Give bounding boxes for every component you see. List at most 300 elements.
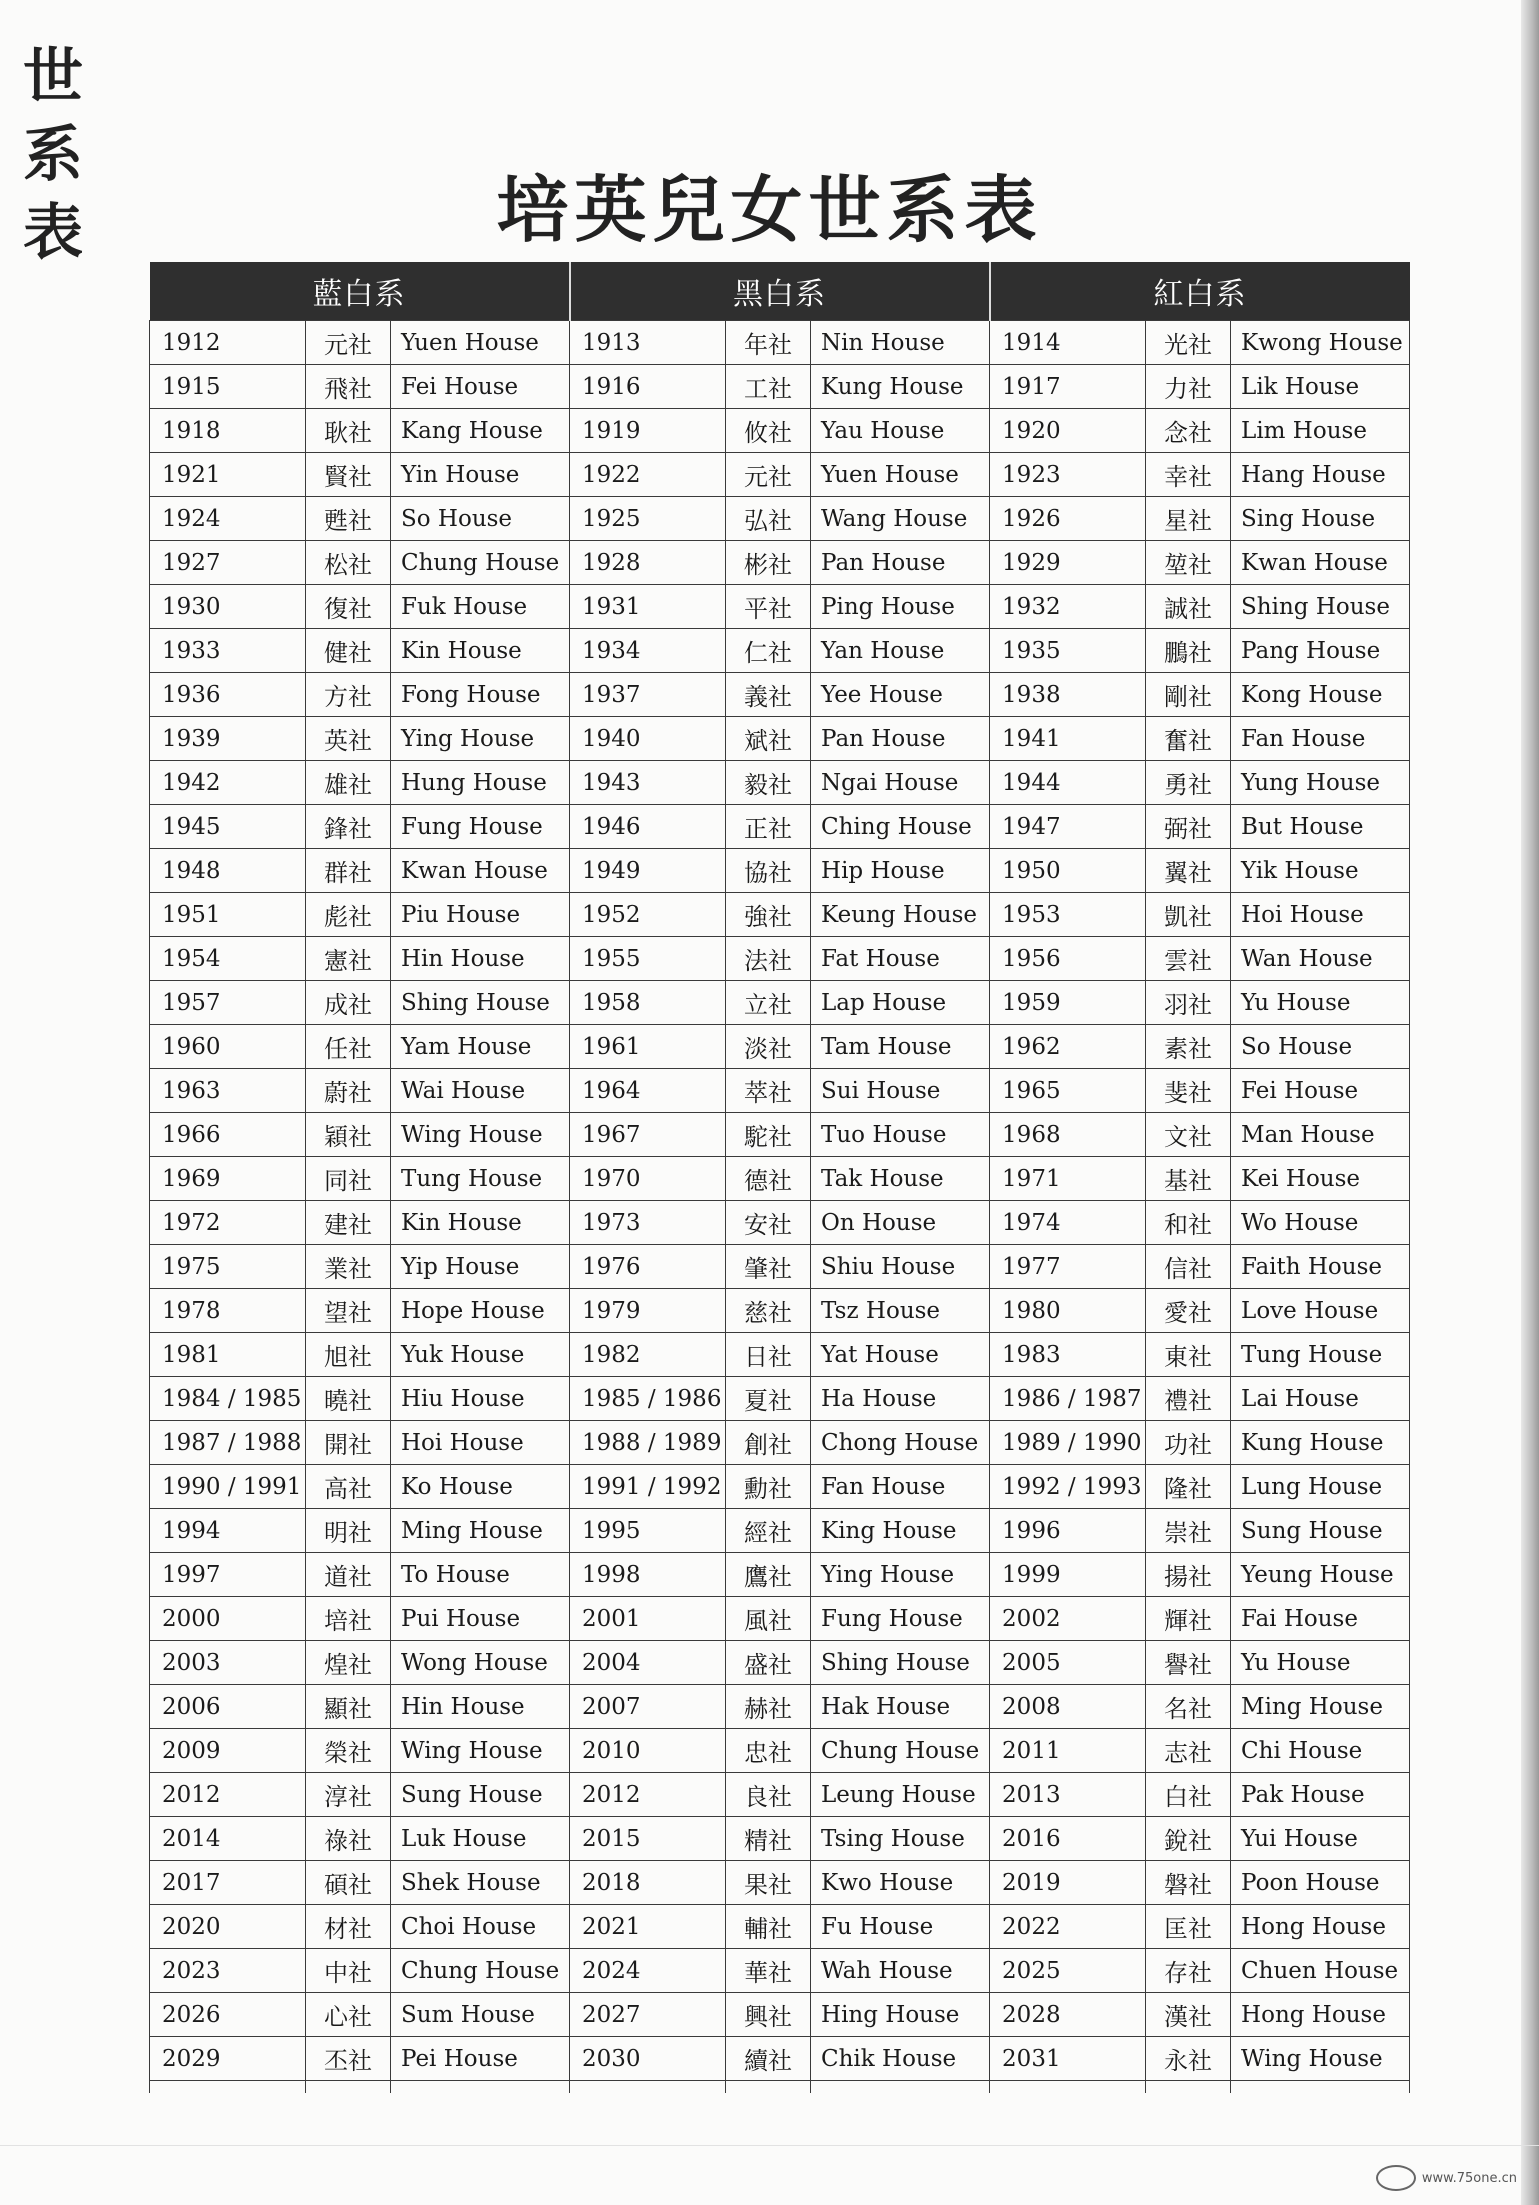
- house-english-cell: Hong House: [1231, 1905, 1410, 1949]
- year-cell: 1997: [150, 1553, 306, 1597]
- house-english-cell: Fei House: [1231, 1069, 1410, 1113]
- house-chinese-cell: 道社: [306, 1553, 391, 1597]
- house-english-cell: Tung House: [391, 1157, 570, 1201]
- table-row: [150, 1245, 1410, 1289]
- house-chinese-cell: 名社: [1146, 1685, 1231, 1729]
- house-chinese-cell: 盛社: [726, 1641, 811, 1685]
- year-cell: 2012: [570, 1773, 726, 1817]
- house-english-cell: Yau House: [811, 409, 990, 453]
- year-cell: 1937: [570, 673, 726, 717]
- house-english-cell: Kung House: [1231, 1421, 1410, 1465]
- house-chinese-cell: 華社: [726, 1949, 811, 1993]
- house-english-cell: Chuen House: [1231, 1949, 1410, 1993]
- house-chinese-cell: 甦社: [306, 497, 391, 541]
- house-chinese-cell: 夏社: [726, 1377, 811, 1421]
- house-chinese-cell: 光社: [1146, 321, 1231, 365]
- year-cell: 1947: [990, 805, 1146, 849]
- house-english-cell: Pak House: [1231, 1773, 1410, 1817]
- house-chinese-cell: 碩社: [306, 1861, 391, 1905]
- house-chinese-cell: 耿社: [306, 409, 391, 453]
- year-cell: 2031: [990, 2037, 1146, 2081]
- house-english-cell: So House: [391, 497, 570, 541]
- house-chinese-cell: 年社: [726, 321, 811, 365]
- house-chinese-cell: 元社: [726, 453, 811, 497]
- year-cell: 1985 / 1986: [570, 1377, 726, 1421]
- house-chinese-cell: 素社: [1146, 1025, 1231, 1069]
- year-cell: 1934: [570, 629, 726, 673]
- house-english-cell: Yung House: [1231, 761, 1410, 805]
- year-cell: 1977: [990, 1245, 1146, 1289]
- house-english-cell: Wai House: [391, 1069, 570, 1113]
- house-chinese-cell: 穎社: [306, 1113, 391, 1157]
- house-english-cell: Fong House: [391, 673, 570, 717]
- page-bottom-rule: [0, 2145, 1539, 2146]
- house-english-cell: Fung House: [391, 805, 570, 849]
- year-cell: 1939: [150, 717, 306, 761]
- house-english-cell: Hin House: [391, 1685, 570, 1729]
- house-chinese-cell: 崇社: [1146, 1509, 1231, 1553]
- house-chinese-cell: 祿社: [306, 1817, 391, 1861]
- house-english-cell: Yan House: [811, 629, 990, 673]
- table-row: [150, 453, 1410, 497]
- house-english-cell: Yik House: [1231, 849, 1410, 893]
- table-row: [150, 1993, 1410, 2037]
- year-cell: 1928: [570, 541, 726, 585]
- house-chinese-cell: 群社: [306, 849, 391, 893]
- house-chinese-cell: 文社: [1146, 1113, 1231, 1157]
- year-cell: 1983: [990, 1333, 1146, 1377]
- side-tab-char: 世: [23, 42, 83, 112]
- year-cell: 1981: [150, 1333, 306, 1377]
- house-english-cell: Fat House: [811, 937, 990, 981]
- house-english-cell: Yuen House: [811, 453, 990, 497]
- year-cell: 2019: [990, 1861, 1146, 1905]
- house-chinese-cell: 永社: [1146, 2037, 1231, 2081]
- year-cell: 1995: [570, 1509, 726, 1553]
- house-chinese-cell: 復社: [306, 585, 391, 629]
- year-cell: 1940: [570, 717, 726, 761]
- house-chinese-cell: 念社: [1146, 409, 1231, 453]
- house-chinese-cell: 幸社: [1146, 453, 1231, 497]
- year-cell: 1912: [150, 321, 306, 365]
- house-english-cell: Yin House: [391, 453, 570, 497]
- house-english-cell: Kong House: [1231, 673, 1410, 717]
- year-cell: 2013: [990, 1773, 1146, 1817]
- house-chinese-cell: 凱社: [1146, 893, 1231, 937]
- table-row: [150, 1465, 1410, 1509]
- house-chinese-cell: 禮社: [1146, 1377, 1231, 1421]
- house-english-cell: Hak House: [811, 1685, 990, 1729]
- year-cell: 2020: [150, 1905, 306, 1949]
- year-cell: 1953: [990, 893, 1146, 937]
- year-cell: 1926: [990, 497, 1146, 541]
- year-cell: 2029: [150, 2037, 306, 2081]
- table-row: [150, 1729, 1410, 1773]
- house-chinese-cell: 風社: [726, 1597, 811, 1641]
- house-chinese-cell: 望社: [306, 1289, 391, 1333]
- table-row-cutoff: [150, 2081, 1410, 2094]
- house-chinese-cell: 明社: [306, 1509, 391, 1553]
- year-cell: 1925: [570, 497, 726, 541]
- house-chinese-cell: 煌社: [306, 1641, 391, 1685]
- side-tab-char: 表: [23, 198, 83, 268]
- table-row: [150, 1289, 1410, 1333]
- house-chinese-cell: 元社: [306, 321, 391, 365]
- house-english-cell: Sum House: [391, 1993, 570, 2037]
- house-chinese-cell: 工社: [726, 365, 811, 409]
- year-cell: 2000: [150, 1597, 306, 1641]
- year-cell: 1929: [990, 541, 1146, 585]
- house-english-cell: Fan House: [811, 1465, 990, 1509]
- house-chinese-cell: 鋒社: [306, 805, 391, 849]
- year-cell: 2023: [150, 1949, 306, 1993]
- table-row: [150, 937, 1410, 981]
- house-english-cell: So House: [1231, 1025, 1410, 1069]
- year-cell: 1943: [570, 761, 726, 805]
- house-english-cell: Fuk House: [391, 585, 570, 629]
- year-cell: 1973: [570, 1201, 726, 1245]
- year-cell: 1949: [570, 849, 726, 893]
- house-chinese-cell: 彪社: [306, 893, 391, 937]
- year-cell: 1956: [990, 937, 1146, 981]
- year-cell: 1944: [990, 761, 1146, 805]
- house-english-cell: Hang House: [1231, 453, 1410, 497]
- house-chinese-cell: 弼社: [1146, 805, 1231, 849]
- watermark-logo-icon: [1376, 2165, 1416, 2191]
- house-english-cell: Sui House: [811, 1069, 990, 1113]
- house-english-cell: King House: [811, 1509, 990, 1553]
- house-chinese-cell: 心社: [306, 1993, 391, 2037]
- house-chinese-cell: 旭社: [306, 1333, 391, 1377]
- house-chinese-cell: 飛社: [306, 365, 391, 409]
- house-chinese-cell: 成社: [306, 981, 391, 1025]
- house-chinese-cell: 勳社: [726, 1465, 811, 1509]
- house-chinese-cell: 和社: [1146, 1201, 1231, 1245]
- house-english-cell: Kwo House: [811, 1861, 990, 1905]
- house-english-cell: Sung House: [391, 1773, 570, 1817]
- house-chinese-cell: 安社: [726, 1201, 811, 1245]
- cutoff-cell: [391, 2081, 570, 2094]
- house-english-cell: Hing House: [811, 1993, 990, 2037]
- house-english-cell: Ping House: [811, 585, 990, 629]
- house-english-cell: Ying House: [391, 717, 570, 761]
- house-english-cell: Yuk House: [391, 1333, 570, 1377]
- house-english-cell: Chung House: [391, 1949, 570, 1993]
- year-cell: 1935: [990, 629, 1146, 673]
- house-english-cell: Yam House: [391, 1025, 570, 1069]
- house-chinese-cell: 任社: [306, 1025, 391, 1069]
- table-header-row: [150, 262, 1410, 321]
- house-chinese-cell: 隆社: [1146, 1465, 1231, 1509]
- year-cell: 1982: [570, 1333, 726, 1377]
- house-chinese-cell: 翼社: [1146, 849, 1231, 893]
- table-row: [150, 1377, 1410, 1421]
- cutoff-cell: [990, 2081, 1146, 2094]
- house-chinese-cell: 星社: [1146, 497, 1231, 541]
- year-cell: 2014: [150, 1817, 306, 1861]
- year-cell: 1938: [990, 673, 1146, 717]
- house-english-cell: Sing House: [1231, 497, 1410, 541]
- house-english-cell: Fai House: [1231, 1597, 1410, 1641]
- year-cell: 1970: [570, 1157, 726, 1201]
- year-cell: 1999: [990, 1553, 1146, 1597]
- table-row: [150, 1157, 1410, 1201]
- house-english-cell: Tung House: [1231, 1333, 1410, 1377]
- house-chinese-cell: 精社: [726, 1817, 811, 1861]
- cutoff-cell: [306, 2081, 391, 2094]
- year-cell: 2028: [990, 1993, 1146, 2037]
- house-english-cell: Chung House: [391, 541, 570, 585]
- house-chinese-cell: 榮社: [306, 1729, 391, 1773]
- house-english-cell: Lai House: [1231, 1377, 1410, 1421]
- house-chinese-cell: 淡社: [726, 1025, 811, 1069]
- watermark: [1376, 2165, 1517, 2191]
- house-english-cell: Chi House: [1231, 1729, 1410, 1773]
- year-cell: 1942: [150, 761, 306, 805]
- house-chinese-cell: 法社: [726, 937, 811, 981]
- house-english-cell: Wong House: [391, 1641, 570, 1685]
- house-chinese-cell: 正社: [726, 805, 811, 849]
- house-chinese-cell: 譽社: [1146, 1641, 1231, 1685]
- table-row: [150, 849, 1410, 893]
- house-english-cell: Yat House: [811, 1333, 990, 1377]
- house-chinese-cell: 赫社: [726, 1685, 811, 1729]
- house-english-cell: Yu House: [1231, 1641, 1410, 1685]
- year-cell: 1971: [990, 1157, 1146, 1201]
- house-english-cell: Piu House: [391, 893, 570, 937]
- house-chinese-cell: 攸社: [726, 409, 811, 453]
- house-english-cell: Ming House: [391, 1509, 570, 1553]
- house-english-cell: Hoi House: [1231, 893, 1410, 937]
- house-english-cell: Yee House: [811, 673, 990, 717]
- house-chinese-cell: 健社: [306, 629, 391, 673]
- house-english-cell: Luk House: [391, 1817, 570, 1861]
- house-chinese-cell: 東社: [1146, 1333, 1231, 1377]
- house-english-cell: Hin House: [391, 937, 570, 981]
- lineage-table: [149, 262, 1410, 2093]
- house-chinese-cell: 羽社: [1146, 981, 1231, 1025]
- table-row: [150, 2037, 1410, 2081]
- year-cell: 1964: [570, 1069, 726, 1113]
- house-chinese-cell: 功社: [1146, 1421, 1231, 1465]
- year-cell: 1915: [150, 365, 306, 409]
- house-chinese-cell: 忠社: [726, 1729, 811, 1773]
- table-row: [150, 1641, 1410, 1685]
- house-chinese-cell: 肇社: [726, 1245, 811, 1289]
- house-chinese-cell: 奮社: [1146, 717, 1231, 761]
- house-english-cell: Lap House: [811, 981, 990, 1025]
- house-english-cell: Sung House: [1231, 1509, 1410, 1553]
- year-cell: 2011: [990, 1729, 1146, 1773]
- house-english-cell: Kwan House: [1231, 541, 1410, 585]
- house-english-cell: Fan House: [1231, 717, 1410, 761]
- table-row: [150, 497, 1410, 541]
- table-row: [150, 1509, 1410, 1553]
- house-english-cell: Wing House: [391, 1729, 570, 1773]
- house-chinese-cell: 義社: [726, 673, 811, 717]
- house-english-cell: Wing House: [391, 1113, 570, 1157]
- house-chinese-cell: 蔚社: [306, 1069, 391, 1113]
- year-cell: 1974: [990, 1201, 1146, 1245]
- table-row: [150, 1685, 1410, 1729]
- house-english-cell: Tam House: [811, 1025, 990, 1069]
- year-cell: 1920: [990, 409, 1146, 453]
- house-chinese-cell: 丕社: [306, 2037, 391, 2081]
- house-chinese-cell: 愛社: [1146, 1289, 1231, 1333]
- house-chinese-cell: 良社: [726, 1773, 811, 1817]
- year-cell: 2027: [570, 1993, 726, 2037]
- year-cell: 2026: [150, 1993, 306, 2037]
- house-english-cell: Man House: [1231, 1113, 1410, 1157]
- house-chinese-cell: 慈社: [726, 1289, 811, 1333]
- house-english-cell: Chung House: [811, 1729, 990, 1773]
- house-chinese-cell: 方社: [306, 673, 391, 717]
- house-english-cell: Ha House: [811, 1377, 990, 1421]
- year-cell: 1951: [150, 893, 306, 937]
- table-row: [150, 1861, 1410, 1905]
- house-english-cell: Hoi House: [391, 1421, 570, 1465]
- cutoff-cell: [811, 2081, 990, 2094]
- year-cell: 1984 / 1985: [150, 1377, 306, 1421]
- house-chinese-cell: 鷹社: [726, 1553, 811, 1597]
- year-cell: 2018: [570, 1861, 726, 1905]
- cutoff-cell: [1146, 2081, 1231, 2094]
- year-cell: 1948: [150, 849, 306, 893]
- year-cell: 1919: [570, 409, 726, 453]
- year-cell: 2025: [990, 1949, 1146, 1993]
- year-cell: 2003: [150, 1641, 306, 1685]
- house-english-cell: Wo House: [1231, 1201, 1410, 1245]
- house-chinese-cell: 創社: [726, 1421, 811, 1465]
- year-cell: 2021: [570, 1905, 726, 1949]
- house-english-cell: Lim House: [1231, 409, 1410, 453]
- year-cell: 1916: [570, 365, 726, 409]
- house-english-cell: Tuo House: [811, 1113, 990, 1157]
- house-english-cell: Nin House: [811, 321, 990, 365]
- house-english-cell: Wan House: [1231, 937, 1410, 981]
- house-english-cell: Wah House: [811, 1949, 990, 1993]
- year-cell: 2001: [570, 1597, 726, 1641]
- house-chinese-cell: 業社: [306, 1245, 391, 1289]
- table-row: [150, 1069, 1410, 1113]
- table-row: [150, 673, 1410, 717]
- house-chinese-cell: 斌社: [726, 717, 811, 761]
- table-row: [150, 1113, 1410, 1157]
- year-cell: 1976: [570, 1245, 726, 1289]
- year-cell: 1954: [150, 937, 306, 981]
- house-english-cell: Fei House: [391, 365, 570, 409]
- house-english-cell: Ko House: [391, 1465, 570, 1509]
- house-english-cell: To House: [391, 1553, 570, 1597]
- year-cell: 1945: [150, 805, 306, 849]
- year-cell: 1998: [570, 1553, 726, 1597]
- year-cell: 1922: [570, 453, 726, 497]
- house-chinese-cell: 輔社: [726, 1905, 811, 1949]
- year-cell: 1975: [150, 1245, 306, 1289]
- house-chinese-cell: 強社: [726, 893, 811, 937]
- year-cell: 1931: [570, 585, 726, 629]
- house-chinese-cell: 德社: [726, 1157, 811, 1201]
- house-english-cell: Chik House: [811, 2037, 990, 2081]
- table-row: [150, 1025, 1410, 1069]
- year-cell: 2009: [150, 1729, 306, 1773]
- year-cell: 1957: [150, 981, 306, 1025]
- year-cell: 1918: [150, 409, 306, 453]
- house-english-cell: Kei House: [1231, 1157, 1410, 1201]
- house-chinese-cell: 毅社: [726, 761, 811, 805]
- house-english-cell: Poon House: [1231, 1861, 1410, 1905]
- house-english-cell: Kung House: [811, 365, 990, 409]
- house-chinese-cell: 剛社: [1146, 673, 1231, 717]
- house-chinese-cell: 協社: [726, 849, 811, 893]
- house-english-cell: Chong House: [811, 1421, 990, 1465]
- house-english-cell: On House: [811, 1201, 990, 1245]
- house-chinese-cell: 續社: [726, 2037, 811, 2081]
- house-english-cell: Yip House: [391, 1245, 570, 1289]
- year-cell: 2006: [150, 1685, 306, 1729]
- year-cell: 2030: [570, 2037, 726, 2081]
- column-header-red-white: 紅白系: [990, 262, 1410, 321]
- house-english-cell: Yu House: [1231, 981, 1410, 1025]
- house-english-cell: But House: [1231, 805, 1410, 849]
- house-english-cell: Pan House: [811, 541, 990, 585]
- house-english-cell: Keung House: [811, 893, 990, 937]
- house-chinese-cell: 輝社: [1146, 1597, 1231, 1641]
- house-english-cell: Pei House: [391, 2037, 570, 2081]
- year-cell: 1941: [990, 717, 1146, 761]
- house-chinese-cell: 堃社: [1146, 541, 1231, 585]
- house-english-cell: Ngai House: [811, 761, 990, 805]
- house-english-cell: Choi House: [391, 1905, 570, 1949]
- house-english-cell: Tak House: [811, 1157, 990, 1201]
- house-english-cell: Ching House: [811, 805, 990, 849]
- year-cell: 1989 / 1990: [990, 1421, 1146, 1465]
- year-cell: 1972: [150, 1201, 306, 1245]
- year-cell: 1962: [990, 1025, 1146, 1069]
- house-english-cell: Kin House: [391, 1201, 570, 1245]
- house-english-cell: Shiu House: [811, 1245, 990, 1289]
- column-header-black-white: 黑白系: [570, 262, 990, 321]
- year-cell: 1921: [150, 453, 306, 497]
- year-cell: 1967: [570, 1113, 726, 1157]
- year-cell: 2004: [570, 1641, 726, 1685]
- table-row: [150, 1817, 1410, 1861]
- house-english-cell: Lung House: [1231, 1465, 1410, 1509]
- table-row: [150, 1333, 1410, 1377]
- year-cell: 1927: [150, 541, 306, 585]
- year-cell: 1952: [570, 893, 726, 937]
- house-english-cell: Fu House: [811, 1905, 990, 1949]
- house-english-cell: Lik House: [1231, 365, 1410, 409]
- house-chinese-cell: 勇社: [1146, 761, 1231, 805]
- house-chinese-cell: 平社: [726, 585, 811, 629]
- house-english-cell: Yeung House: [1231, 1553, 1410, 1597]
- house-english-cell: Hiu House: [391, 1377, 570, 1421]
- house-english-cell: Shing House: [1231, 585, 1410, 629]
- house-chinese-cell: 果社: [726, 1861, 811, 1905]
- year-cell: 1990 / 1991: [150, 1465, 306, 1509]
- year-cell: 1958: [570, 981, 726, 1025]
- house-chinese-cell: 匡社: [1146, 1905, 1231, 1949]
- house-english-cell: Leung House: [811, 1773, 990, 1817]
- house-chinese-cell: 誠社: [1146, 585, 1231, 629]
- year-cell: 1950: [990, 849, 1146, 893]
- house-english-cell: Hong House: [1231, 1993, 1410, 2037]
- table-row: [150, 365, 1410, 409]
- house-chinese-cell: 志社: [1146, 1729, 1231, 1773]
- house-chinese-cell: 開社: [306, 1421, 391, 1465]
- table-row: [150, 585, 1410, 629]
